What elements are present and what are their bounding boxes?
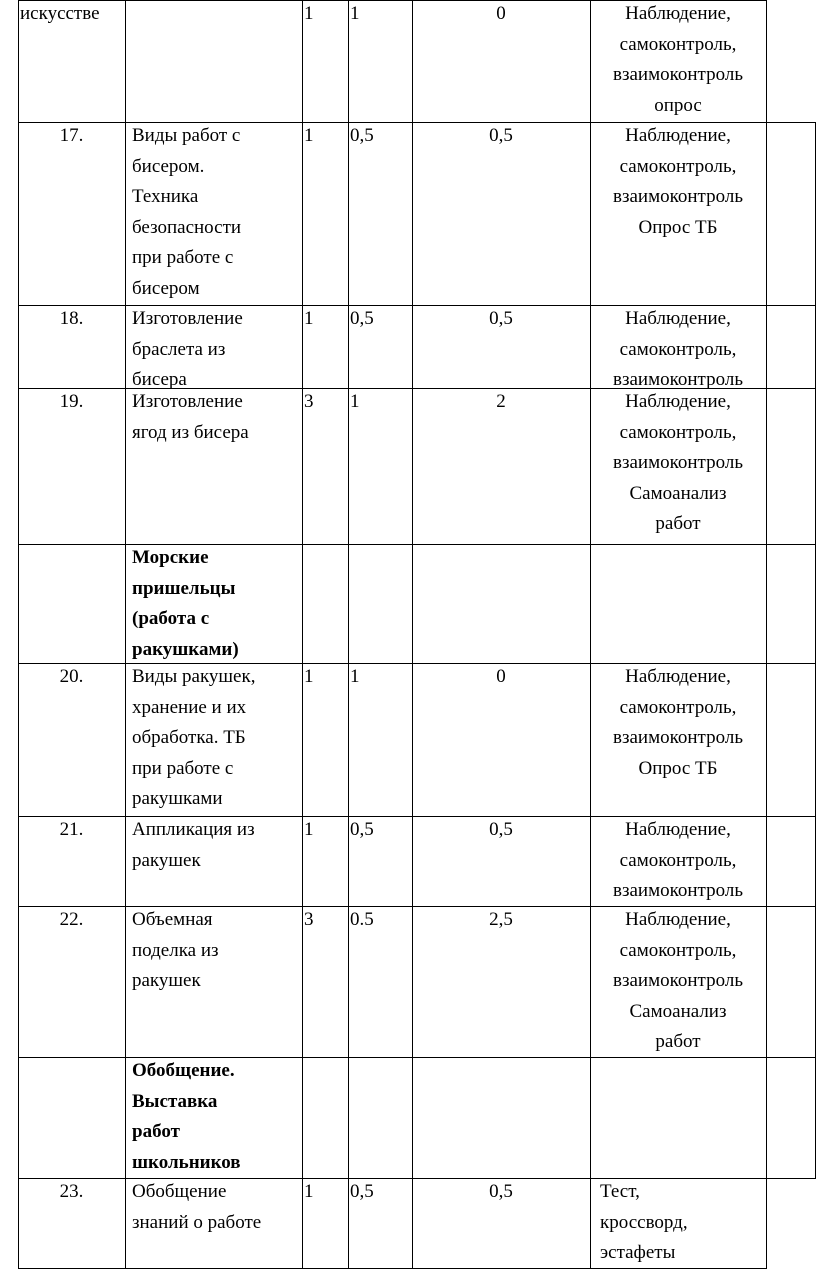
row-number: 19. (59, 391, 84, 412)
hours-practice: 0,5 (489, 819, 513, 840)
row-number: 23. (59, 1181, 84, 1202)
hours-theory: 0,5 (350, 1181, 374, 1202)
table-border (412, 0, 413, 1268)
table-border (125, 0, 126, 1268)
hours-total: 3 (304, 391, 314, 412)
table-border (18, 0, 19, 1268)
control-form: Наблюдение, самоконтроль, взаимоконтроль Самоанализ работ (613, 909, 743, 1052)
topic-name: Обобщение. Выставка работ школьников (132, 1060, 241, 1173)
table-border (302, 0, 303, 1268)
topic-name: Аппликация из ракушек (132, 819, 255, 871)
table-border (348, 0, 349, 1268)
topic-name: Виды ракушек, хранение и их обработка. ТБ при работе с ракушками (132, 666, 256, 809)
topic-name: Объемная поделка из ракушек (132, 909, 219, 991)
hours-theory: 1 (350, 3, 360, 24)
hours-total: 1 (304, 819, 314, 840)
control-form: Наблюдение, самоконтроль, взаимоконтроль Опрос ТБ (613, 125, 743, 238)
row-number: 21. (59, 819, 84, 840)
hours-theory: 1 (350, 666, 360, 687)
row-number: 20. (59, 666, 84, 687)
topic-name: Изготовление ягод из бисера (132, 391, 249, 443)
hours-theory: 0,5 (350, 819, 374, 840)
control-form: Наблюдение, самоконтроль, взаимоконтроль Самоанализ работ (613, 391, 743, 534)
row-number: 18. (59, 308, 84, 329)
hours-practice: 0,5 (489, 308, 513, 329)
topic-name: Морские пришельцы (работа с ракушками) (132, 547, 239, 660)
control-form: Тест, кроссворд, эстафеты (600, 1181, 688, 1263)
hours-theory: 0.5 (350, 909, 374, 930)
topic-name: Изготовление браслета из бисера (132, 308, 243, 390)
row-number: 22. (59, 909, 84, 930)
hours-total: 1 (304, 1181, 314, 1202)
control-form: Наблюдение, самоконтроль, взаимоконтроль опрос (613, 3, 743, 116)
topic-name: искусстве (20, 3, 100, 24)
hours-total: 3 (304, 909, 314, 930)
table-border (766, 0, 767, 1268)
control-form: Наблюдение, самоконтроль, взаимоконтроль Опрос ТБ (613, 666, 743, 779)
hours-total: 1 (304, 666, 314, 687)
row-number: 17. (59, 125, 84, 146)
control-form: Наблюдение, самоконтроль, взаимоконтроль (613, 819, 743, 901)
hours-total: 1 (304, 125, 314, 146)
hours-practice: 0,5 (489, 125, 513, 146)
topic-name: Обобщение знаний о работе (132, 1181, 262, 1233)
hours-theory: 0,5 (350, 125, 374, 146)
hours-practice: 2,5 (489, 909, 513, 930)
hours-theory: 0,5 (350, 308, 374, 329)
hours-total: 1 (304, 3, 314, 24)
hours-practice: 0,5 (489, 1181, 513, 1202)
hours-practice: 2 (496, 391, 506, 412)
control-form: Наблюдение, самоконтроль, взаимоконтроль (613, 308, 743, 390)
hours-practice: 0 (496, 666, 506, 687)
hours-theory: 1 (350, 391, 360, 412)
hours-practice: 0 (496, 3, 506, 24)
hours-total: 1 (304, 308, 314, 329)
topic-name: Виды работ с бисером. Техника безопасности при работе с бисером (132, 125, 242, 299)
